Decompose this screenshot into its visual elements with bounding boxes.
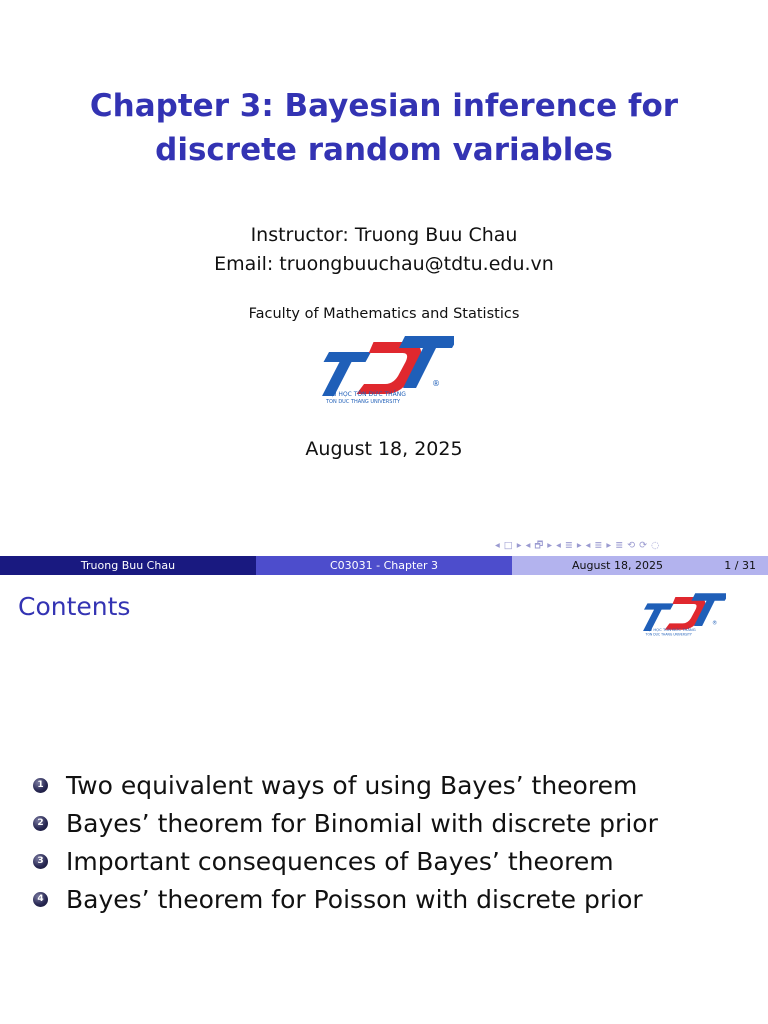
email-text: Email: truongbuuchau@tdtu.edu.vn xyxy=(214,253,554,275)
registered-mark: ® xyxy=(432,379,440,388)
toc-item-label: Two equivalent ways of using Bayes’ theorem xyxy=(66,770,638,800)
toc-item[interactable] xyxy=(33,766,658,804)
toc-item-label: Important consequences of Bayes’ theorem xyxy=(66,846,614,876)
toc-item-label: Bayes’ theorem for Binomial with discrete prior xyxy=(66,808,658,838)
numbered-ball-icon: 1 xyxy=(33,778,48,793)
toc-item[interactable] xyxy=(33,842,658,880)
footer-course: C03031 - Chapter 3 xyxy=(256,556,512,575)
author-block xyxy=(0,221,768,279)
footer-date-page xyxy=(512,556,768,575)
institute-text: Faculty of Mathematics and Statistics xyxy=(248,306,520,322)
logo-subtext-vn: ĐẠI HỌC TÔN ĐỨC THẮNG xyxy=(326,391,406,398)
tdt-logo-small xyxy=(638,590,726,638)
logo-subtext-en: TON DUC THANG UNIVERSITY xyxy=(645,632,692,637)
toc-item[interactable] xyxy=(33,880,658,918)
tdt-logo xyxy=(314,332,454,406)
slide-footer xyxy=(0,556,768,575)
title-line: discrete random variables xyxy=(155,132,613,168)
footer-author: Truong Buu Chau xyxy=(0,556,256,575)
contents-list xyxy=(33,766,658,918)
footer-page-number: 1 / 31 xyxy=(724,559,756,572)
logo-subtext-en: TON DUC THANG UNIVERSITY xyxy=(326,399,401,405)
logo-subtext-vn: ĐẠI HỌC TÔN ĐỨC THẮNG xyxy=(645,627,696,632)
numbered-ball-icon: 4 xyxy=(33,892,48,907)
beamer-navigation-icons[interactable]: ◂ □ ▸ ◂ 🗗 ▸ ◂ ≣ ▸ ◂ ≣ ▸ ≣ ⟲ ⟳ ◌ xyxy=(495,540,660,551)
toc-item[interactable] xyxy=(33,804,658,842)
frame-title: Contents xyxy=(18,592,131,621)
contents-slide xyxy=(0,576,768,1024)
presentation-title xyxy=(0,84,768,172)
presentation-date: August 18, 2025 xyxy=(305,438,463,460)
numbered-ball-icon: 2 xyxy=(33,816,48,831)
title-line: Chapter 3: Bayesian inference for xyxy=(89,88,679,124)
toc-item-label: Bayes’ theorem for Poisson with discrete prior xyxy=(66,884,643,914)
numbered-ball-icon: 3 xyxy=(33,854,48,869)
registered-mark: ® xyxy=(712,620,718,627)
instructor-text: Instructor: Truong Buu Chau xyxy=(250,224,518,246)
footer-date: August 18, 2025 xyxy=(572,559,663,572)
